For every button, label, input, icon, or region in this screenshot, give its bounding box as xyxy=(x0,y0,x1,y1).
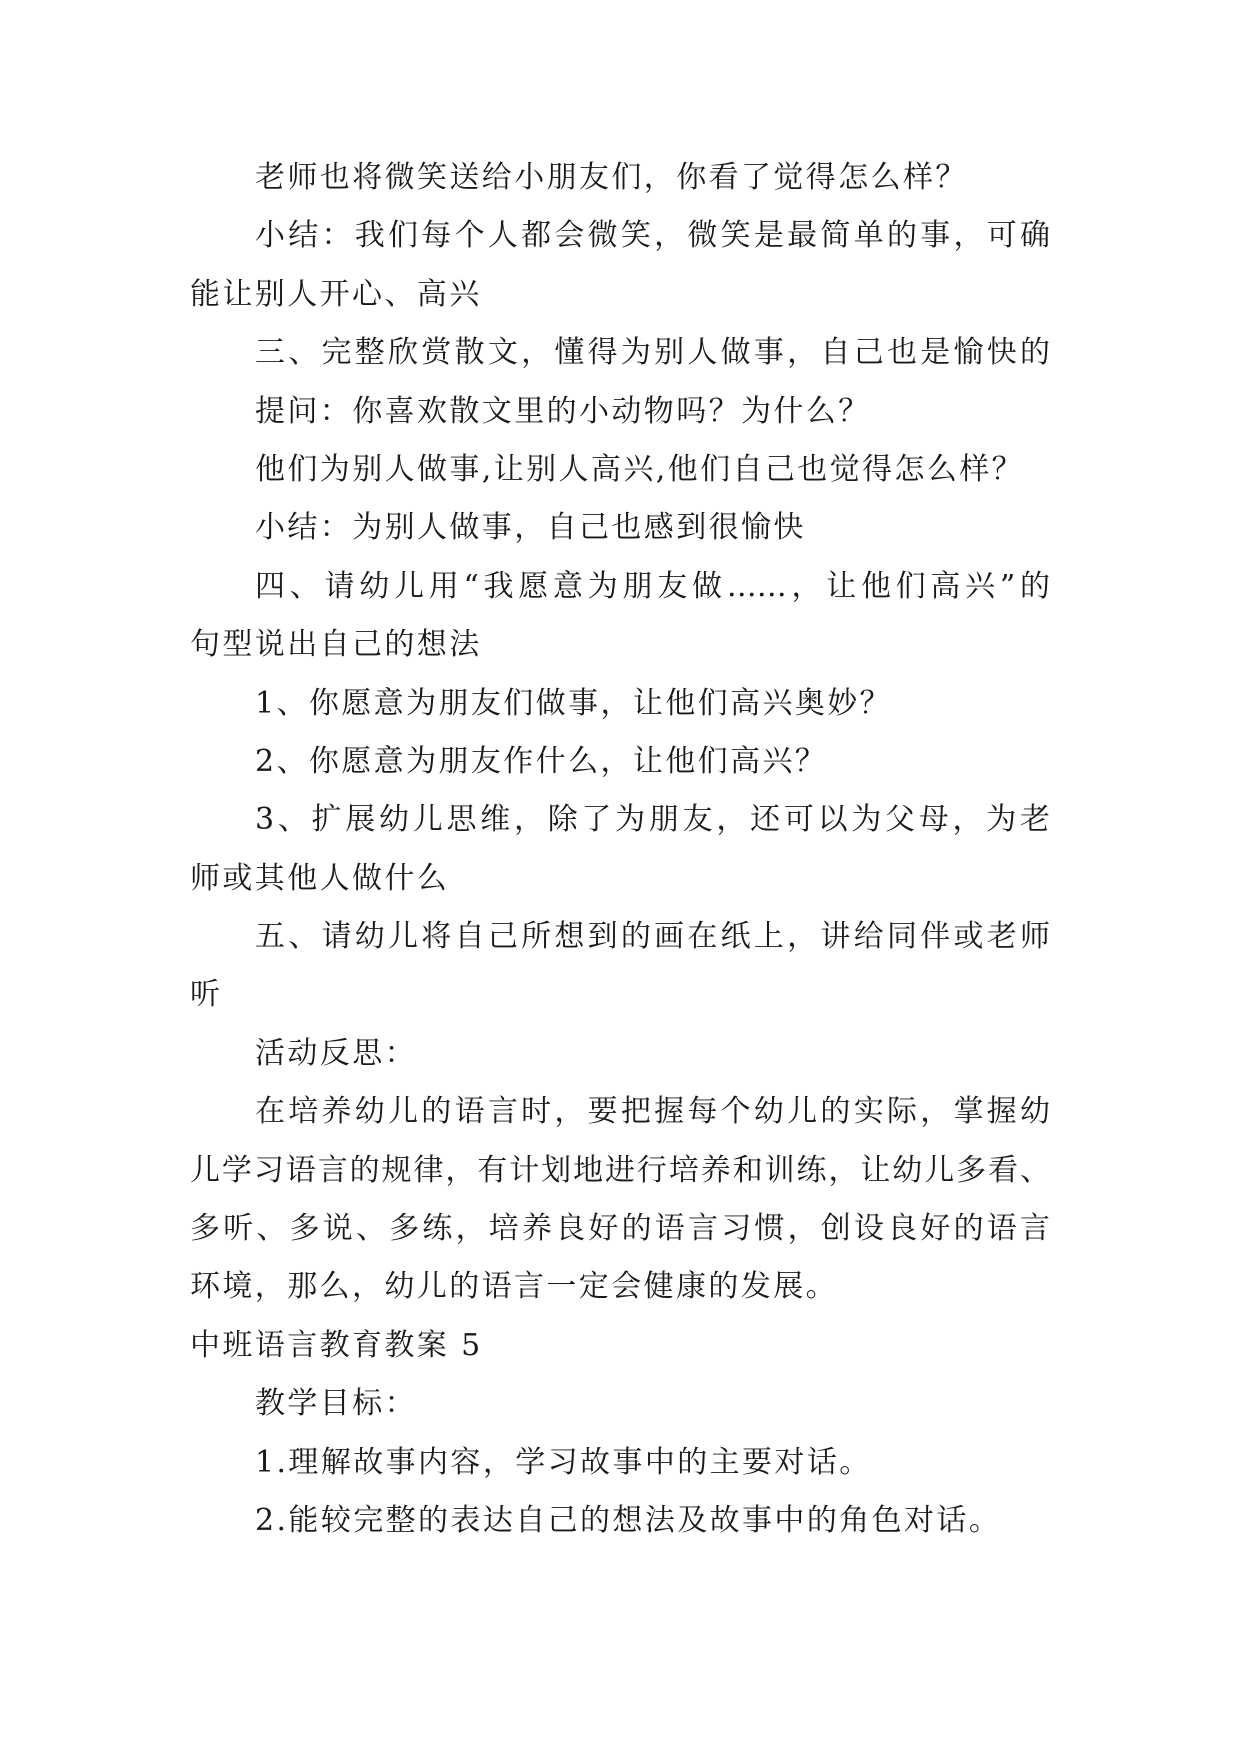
document-body xyxy=(190,158,1050,1559)
lesson-title: 中班语言教育教案 5 xyxy=(190,1327,483,1363)
paragraph-line: 老师也将微笑送给小朋友们，你看了觉得怎么样？ xyxy=(255,160,968,195)
paragraph-line: 能让别人开心、高兴 xyxy=(190,276,482,312)
paragraph-line: 提问：你喜欢散文里的小动物吗？为什么？ xyxy=(255,393,871,429)
paragraph-line: 在培养幼儿的语言时，要把握每个幼儿的实际，掌握幼 xyxy=(255,1094,1050,1130)
list-item: 1、你愿意为朋友们做事，让他们高兴奥妙？ xyxy=(255,685,893,721)
paragraph-line: 儿学习语言的规律，有计划地进行培养和训练，让幼儿多看、 xyxy=(190,1152,1050,1188)
paragraph-line: 小结：我们每个人都会微笑，微笑是最简单的事，可确 xyxy=(255,218,1050,254)
section-heading: 五、请幼儿将自己所想到的画在纸上，讲给同伴或老师 xyxy=(255,919,1050,955)
paragraph-line: 环境，那么，幼儿的语言一定会健康的发展。 xyxy=(190,1269,838,1305)
paragraph-line: 师或其他人做什么 xyxy=(190,860,450,896)
list-item: 2、你愿意为朋友作什么，让他们高兴？ xyxy=(255,743,828,779)
paragraph-line: 听 xyxy=(190,977,223,1013)
paragraph-line: 句型说出自己的想法 xyxy=(190,627,482,663)
section-heading: 三、完整欣赏散文，懂得为别人做事，自己也是愉快的 xyxy=(255,335,1050,371)
list-item: 2.能较完整的表达自己的想法及故事中的角色对话。 xyxy=(255,1502,1002,1538)
list-item: 3、扩展幼儿思维，除了为朋友，还可以为父母，为老 xyxy=(255,802,1050,838)
paragraph-line: 小结：为别人做事，自己也感到很愉快 xyxy=(255,510,806,546)
list-item: 1.理解故事内容，学习故事中的主要对话。 xyxy=(255,1444,872,1480)
paragraph-line: 他们为别人做事,让别人高兴,他们自己也觉得怎么样？ xyxy=(255,451,1025,487)
reflection-heading: 活动反思： xyxy=(255,1035,417,1071)
paragraph-line: 多听、多说、多练，培养良好的语言习惯，创设良好的语言 xyxy=(190,1211,1050,1247)
objectives-heading: 教学目标： xyxy=(255,1386,417,1422)
section-heading: 四、请幼儿用“我愿意为朋友做……，让他们高兴”的 xyxy=(255,568,1050,604)
